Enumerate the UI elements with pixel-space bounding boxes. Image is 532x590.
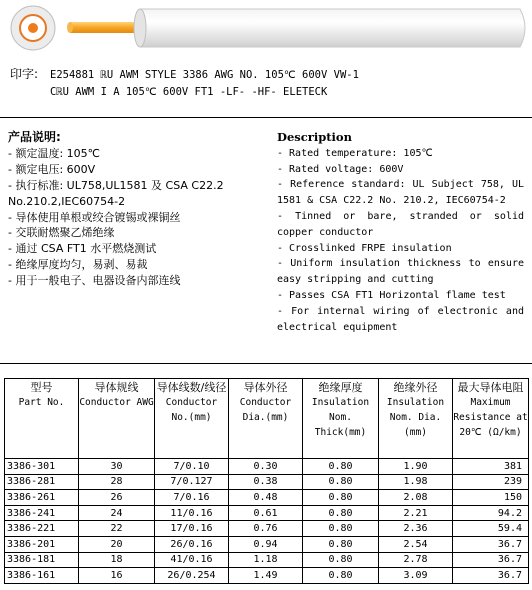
table-row: [5, 459, 529, 475]
table-row: [5, 490, 529, 506]
cell-awg: 20: [79, 536, 155, 552]
header-en: Conductor AWG: [79, 397, 154, 408]
cell-insulation-dia: 2.36: [379, 521, 453, 537]
cable-illustration: [0, 0, 532, 60]
column-header-resistance: [453, 379, 529, 459]
cell-insulation-dia: 2.54: [379, 536, 453, 552]
header-cn: 导体线数/线径: [156, 381, 227, 394]
cell-awg: 30: [79, 459, 155, 475]
imprint-line-2: [10, 84, 359, 101]
header-en: Conductor No.(mm): [165, 397, 218, 423]
cell-insulation-thick: 0.80: [303, 568, 379, 584]
description-en-item: - Rated temperature: 105℃: [277, 147, 433, 159]
cell-conductor-dia: 0.48: [229, 490, 303, 506]
table-row: [5, 521, 529, 537]
header-cn: 绝缘厚度: [318, 381, 363, 394]
column-header-insulation-thick: [303, 379, 379, 459]
description-cn-item: - 执行标准: UL758,UL1581 及 CSA C22.2 No.210.2,IEC60754-2: [8, 178, 224, 208]
cable-side-view: [67, 9, 525, 47]
description-cn-item: - 导体使用单根或绞合镀锡或裸铜丝: [8, 210, 181, 224]
column-header-insulation-dia: [379, 379, 453, 459]
column-header-strands: [155, 379, 229, 459]
description-cn-item: - 通过 CSA FT1 水平燃烧测试: [8, 242, 157, 256]
cell-conductor-dia: 0.94: [229, 536, 303, 552]
header-cn: 绝缘外径: [393, 381, 438, 394]
cell-part-no: 3386-201: [5, 536, 79, 552]
cell-awg: 16: [79, 568, 155, 584]
description-english: [277, 130, 524, 335]
cell-strands: 41/0.16: [155, 552, 229, 568]
cell-strands: 26/0.254: [155, 568, 229, 584]
cell-conductor-dia: 1.49: [229, 568, 303, 584]
header-cn: 导体外径: [243, 381, 288, 394]
cell-resistance: 239: [453, 474, 529, 490]
cell-part-no: 3386-221: [5, 521, 79, 537]
cell-insulation-thick: 0.80: [303, 521, 379, 537]
table-row: [5, 536, 529, 552]
description-cn-item: - 交联耐燃聚乙烯绝缘: [8, 226, 115, 240]
description-en-item: - Reference standard: UL Subject 758, UL 1581 & CSA C22.2 No. 210.2, IEC60754-2: [277, 179, 524, 207]
table-row: [5, 552, 529, 568]
cell-resistance: 36.7: [453, 568, 529, 584]
cell-insulation-thick: 0.80: [303, 490, 379, 506]
specification-table: [4, 378, 529, 584]
cell-part-no: 3386-281: [5, 474, 79, 490]
cell-insulation-thick: 0.80: [303, 474, 379, 490]
cell-conductor-dia: 0.61: [229, 505, 303, 521]
cell-insulation-dia: 2.78: [379, 552, 453, 568]
description-cn-item: - 绝缘厚度均匀，易剥、易裁: [8, 258, 148, 272]
imprint-section: [10, 66, 359, 101]
table-row: [5, 568, 529, 584]
cell-conductor-dia: 0.30: [229, 459, 303, 475]
cell-part-no: 3386-241: [5, 505, 79, 521]
cell-strands: 7/0.127: [155, 474, 229, 490]
description-cn-item: - 额定电压: 600V: [8, 162, 96, 176]
cell-insulation-thick: 0.80: [303, 536, 379, 552]
cell-conductor-dia: 0.38: [229, 474, 303, 490]
description-en-item: - Rated voltage: 600V: [277, 163, 404, 175]
table-header-row: [5, 379, 529, 459]
cell-insulation-dia: 2.21: [379, 505, 453, 521]
description-en-item: - For internal wiring of electronic and electrical equipment: [277, 305, 524, 333]
cell-resistance: 59.4: [453, 521, 529, 537]
cell-insulation-thick: 0.80: [303, 459, 379, 475]
cell-awg: 18: [79, 552, 155, 568]
cell-resistance: 381: [453, 459, 529, 475]
description-cn-item: - 用于一般电子、电器设备内部连线: [8, 274, 181, 288]
cell-part-no: 3386-301: [5, 459, 79, 475]
imprint-text-2: CℝU AWM I A 105℃ 600V FT1 -LF- -HF- ELETECK: [50, 86, 328, 98]
table-body: [5, 459, 529, 584]
cell-insulation-dia: 1.98: [379, 474, 453, 490]
cell-conductor-dia: 1.18: [229, 552, 303, 568]
description-en-item: - Tinned or bare, stranded or solid copper conductor: [277, 210, 524, 238]
cell-awg: 22: [79, 521, 155, 537]
header-cn: 导体规线: [94, 381, 139, 394]
description-en-title: Description: [277, 130, 352, 144]
cell-part-no: 3386-181: [5, 552, 79, 568]
cell-resistance: 36.7: [453, 536, 529, 552]
cell-resistance: 94.2: [453, 505, 529, 521]
description-en-item: - Passes CSA FT1 Horizontal flame test: [277, 289, 506, 301]
imprint-line-1: [10, 66, 359, 84]
cell-resistance: 36.7: [453, 552, 529, 568]
header-cn: 型号: [30, 381, 53, 394]
cell-strands: 7/0.16: [155, 490, 229, 506]
header-en: Insulation Nom. Dia. (mm): [386, 397, 445, 438]
cable-cross-section: [11, 6, 55, 50]
cell-awg: 24: [79, 505, 155, 521]
cell-strands: 7/0.10: [155, 459, 229, 475]
table-row: [5, 474, 529, 490]
header-en: Maximum Resistance at 20℃ (Ω/km): [453, 397, 528, 438]
description-chinese: [8, 130, 263, 289]
cell-insulation-thick: 0.80: [303, 505, 379, 521]
header-en: Part No.: [18, 397, 65, 408]
cell-strands: 17/0.16: [155, 521, 229, 537]
description-cn-title: 产品说明:: [8, 130, 61, 144]
cell-strands: 26/0.16: [155, 536, 229, 552]
divider-top: [0, 117, 532, 118]
column-header-awg: [79, 379, 155, 459]
column-header-conductor-dia: [229, 379, 303, 459]
imprint-label: 印字:: [10, 67, 39, 81]
cell-conductor-dia: 0.76: [229, 521, 303, 537]
cell-strands: 11/0.16: [155, 505, 229, 521]
cell-insulation-dia: 3.09: [379, 568, 453, 584]
table-row: [5, 505, 529, 521]
header-en: Conductor Dia.(mm): [239, 397, 292, 423]
cell-part-no: 3386-261: [5, 490, 79, 506]
header-cn: 最大导体电阻: [457, 381, 524, 394]
cell-resistance: 150: [453, 490, 529, 506]
divider-bottom: [0, 363, 532, 364]
cell-awg: 26: [79, 490, 155, 506]
cell-insulation-thick: 0.80: [303, 552, 379, 568]
cell-awg: 28: [79, 474, 155, 490]
description-en-item: - Uniform insulation thickness to ensure easy stripping and cutting: [277, 258, 524, 286]
imprint-text-1: E254881 ℝU AWM STYLE 3386 AWG NO. 105℃ 600V VW-1: [50, 69, 359, 81]
column-header-part-no: [5, 379, 79, 459]
description-en-item: - Crosslinked FRPE insulation: [277, 242, 452, 254]
cell-part-no: 3386-161: [5, 568, 79, 584]
header-en: Insulation Nom. Thick(mm): [311, 397, 370, 438]
cell-insulation-dia: 1.90: [379, 459, 453, 475]
cell-insulation-dia: 2.08: [379, 490, 453, 506]
description-cn-item: - 额定温度: 105℃: [8, 146, 101, 160]
